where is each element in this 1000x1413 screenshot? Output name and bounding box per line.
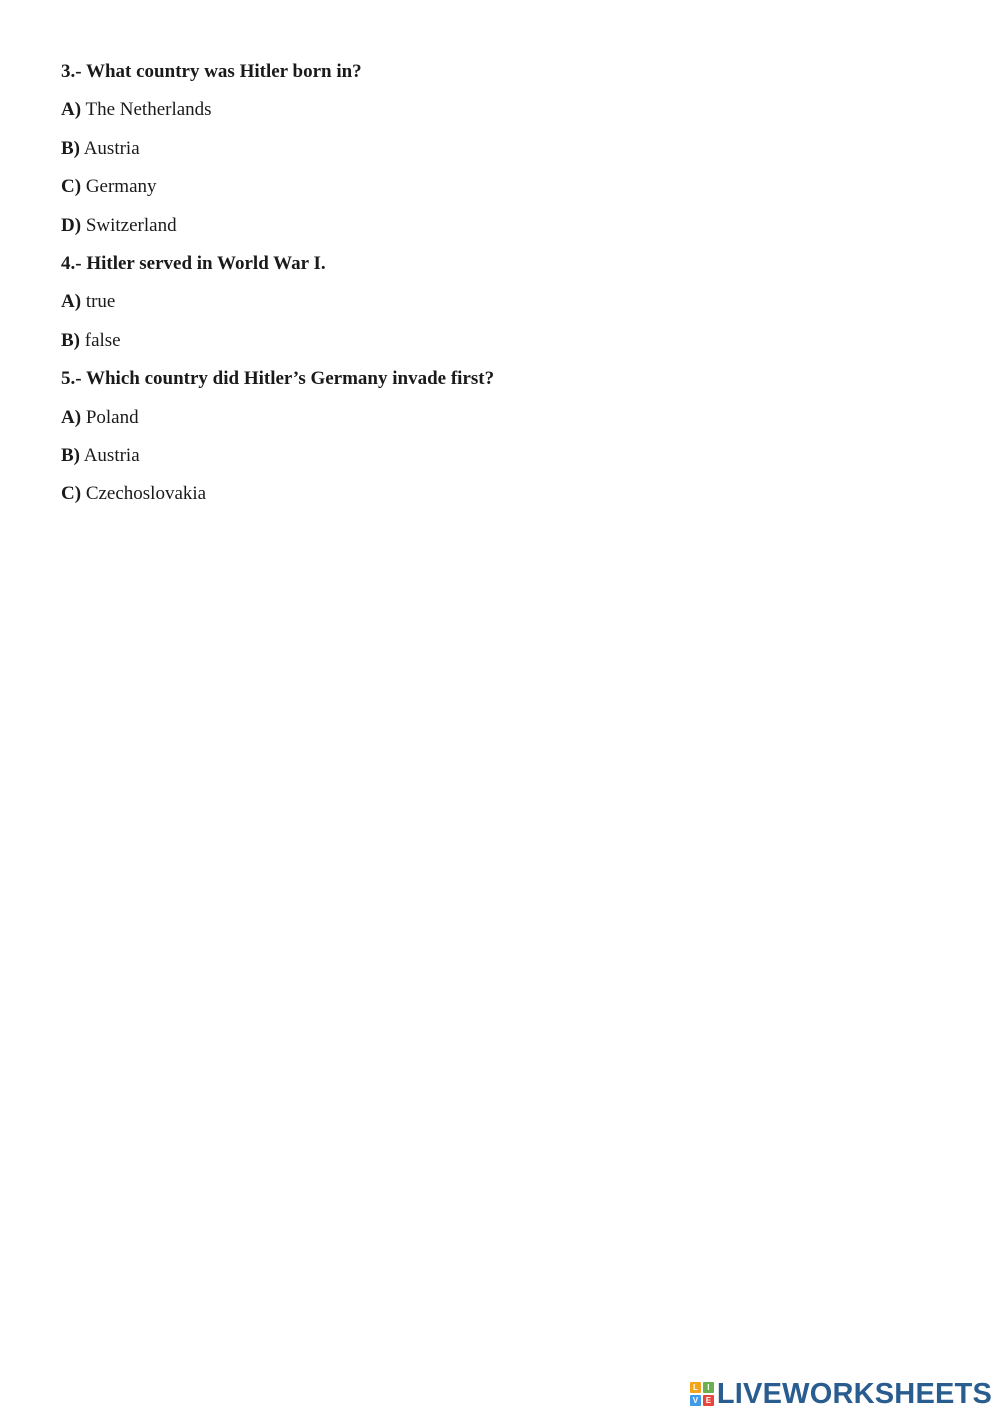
- option-letter: A): [61, 99, 82, 121]
- option-letter: A): [61, 406, 82, 428]
- option-letter: B): [61, 329, 80, 351]
- option-text: false: [84, 329, 121, 351]
- logo-icon: [690, 1382, 714, 1406]
- option-letter: C): [61, 483, 82, 505]
- answer-option[interactable]: [61, 98, 941, 122]
- option-text: The Netherlands: [85, 99, 212, 121]
- question-title: 4.- Hitler served in World War I.: [61, 252, 326, 274]
- question-title: 3.- What country was Hitler born in?: [61, 61, 362, 82]
- answer-option[interactable]: [61, 482, 941, 506]
- option-text: Czechoslovakia: [85, 483, 207, 505]
- answer-option[interactable]: [61, 290, 941, 314]
- option-letter: B): [61, 444, 80, 466]
- option-text: Austria: [83, 137, 140, 159]
- answer-option[interactable]: [61, 137, 941, 161]
- option-text: Austria: [83, 444, 140, 466]
- liveworksheets-logo: [690, 1377, 992, 1411]
- answer-option[interactable]: [61, 444, 941, 468]
- option-text: true: [85, 291, 116, 313]
- option-letter: D): [61, 214, 82, 236]
- option-text: Switzerland: [85, 214, 177, 236]
- answer-option[interactable]: [61, 214, 941, 238]
- option-text: Poland: [85, 406, 139, 428]
- answer-option[interactable]: [61, 329, 941, 353]
- logo-cell: V: [690, 1395, 701, 1406]
- answer-option[interactable]: [61, 175, 941, 199]
- logo-cell: L: [690, 1382, 701, 1393]
- option-letter: A): [61, 291, 82, 313]
- option-text: Germany: [85, 176, 157, 198]
- option-letter: B): [61, 137, 80, 159]
- logo-cell: I: [703, 1382, 714, 1393]
- worksheet: [61, 60, 941, 521]
- logo-text: LIVEWORKSHEETS: [716, 1378, 992, 1410]
- question-title: 5.- Which country did Hitler’s Germany invade first?: [61, 368, 495, 390]
- logo-cell: E: [703, 1395, 714, 1406]
- answer-option[interactable]: [61, 406, 941, 430]
- option-letter: C): [61, 176, 82, 198]
